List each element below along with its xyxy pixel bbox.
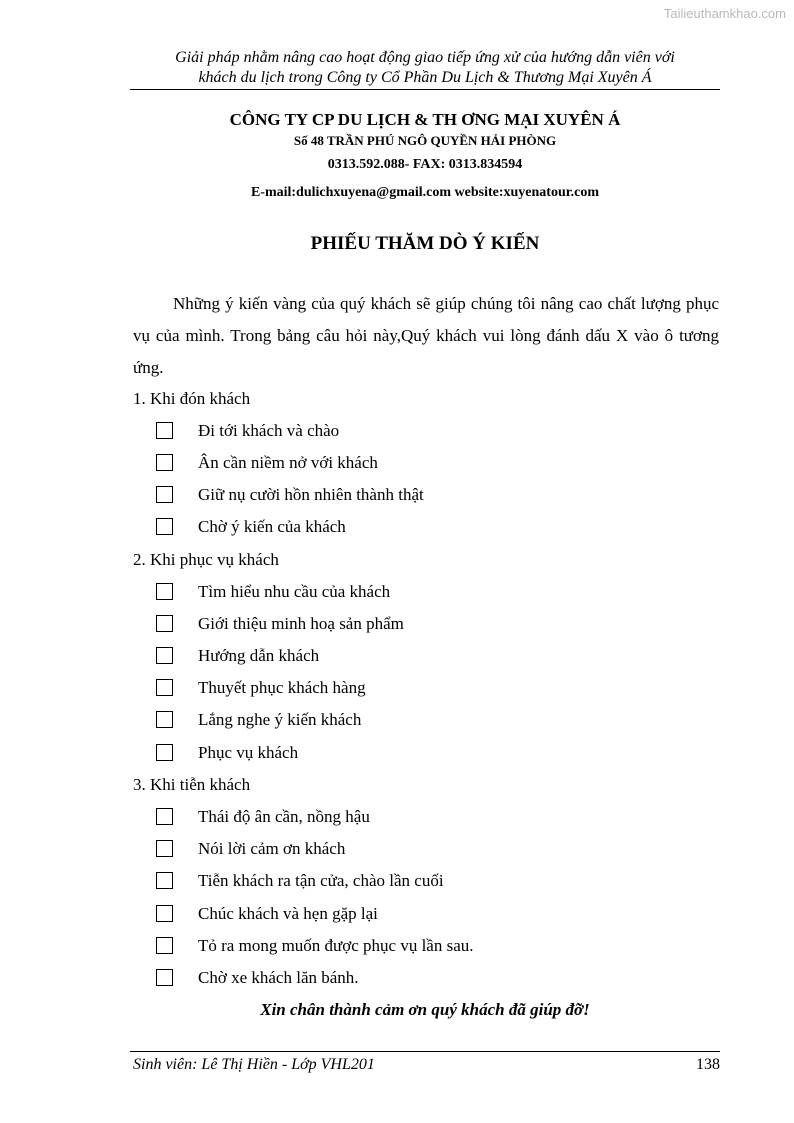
option-label: Giữ nụ cười hồn nhiên thành thật xyxy=(198,485,424,504)
option-label: Ân cần niềm nở với khách xyxy=(198,453,378,472)
checkbox[interactable] xyxy=(156,422,173,439)
checkbox[interactable] xyxy=(156,711,173,728)
footer-student: Sinh viên: Lê Thị Hiền - Lớp VHL201 xyxy=(133,1056,375,1073)
running-header xyxy=(130,48,720,88)
option-label: Giới thiệu minh hoạ sản phẩm xyxy=(198,614,404,633)
checkbox[interactable] xyxy=(156,486,173,503)
section-heading-farewell: 3. Khi tiễn khách xyxy=(133,775,251,794)
checkbox[interactable] xyxy=(156,937,173,954)
option-label: Đi tới khách và chào xyxy=(198,421,340,440)
section-heading-arrival: 1. Khi đón khách xyxy=(133,389,251,408)
option-label: Tìm hiểu nhu cầu của khách xyxy=(198,582,391,601)
checkbox[interactable] xyxy=(156,744,173,761)
option-label: Nói lời cảm ơn khách xyxy=(198,839,346,858)
option-label: Chúc khách và hẹn gặp lại xyxy=(198,904,378,923)
option-label: Phục vụ khách xyxy=(198,743,299,762)
option-label: Lắng nghe ý kiến khách xyxy=(198,710,362,729)
checkbox[interactable] xyxy=(156,679,173,696)
option-label: Thuyết phục khách hàng xyxy=(198,678,366,697)
checkbox[interactable] xyxy=(156,615,173,632)
checkbox[interactable] xyxy=(156,969,173,986)
option-label: Tỏ ra mong muốn được phục vụ lần sau. xyxy=(198,936,474,955)
checkbox[interactable] xyxy=(156,647,173,664)
option-label: Tiễn khách ra tận cửa, chào lần cuối xyxy=(198,871,444,890)
form-title: PHIẾU THĂM DÒ Ý KIẾN xyxy=(310,233,540,254)
watermark: Tailieuthamkhao.com xyxy=(663,6,786,21)
checkbox[interactable] xyxy=(156,518,173,535)
option-label: Hướng dẫn khách xyxy=(198,646,320,665)
company-contact: E-mail:dulichxuyena@gmail.com website:xuyenatour.com xyxy=(250,185,600,200)
footer-divider xyxy=(130,1051,720,1052)
intro-paragraph: Những ý kiến vàng của quý khách sẽ giúp chúng tôi nâng cao chất lượng phục vụ của mình. Trong bảng câu hỏi này,Quý khách vui lòng đánh dấu X vào ô tương ứng. xyxy=(133,294,719,377)
option-label: Thái độ ân cần, nồng hậu xyxy=(198,807,370,826)
section-heading-service: 2. Khi phục vụ khách xyxy=(133,550,279,569)
checkbox[interactable] xyxy=(156,872,173,889)
page-number: 138 xyxy=(696,1056,720,1073)
company-address: Số 48 TRẦN PHÚ NGÔ QUYỀN HẢI PHÒNG xyxy=(293,133,557,148)
header-line-2: khách du lịch trong Công ty Cổ Phần Du Lịch & Thương Mại Xuyên Á xyxy=(198,69,652,86)
header-line-1: Giải pháp nhằm nâng cao hoạt động giao tiếp ứng xử của hướng dẫn viên với xyxy=(175,49,675,66)
checkbox[interactable] xyxy=(156,840,173,857)
checkbox[interactable] xyxy=(156,583,173,600)
checkbox[interactable] xyxy=(156,454,173,471)
company-phone: 0313.592.088- FAX: 0313.834594 xyxy=(327,157,523,172)
closing-message: Xin chân thành cảm ơn quý khách đã giúp đỡ! xyxy=(260,1000,590,1019)
option-label: Chờ ý kiến của khách xyxy=(198,517,346,536)
company-name: CÔNG TY CP DU LỊCH & TH ƠNG MẠI XUYÊN Á xyxy=(229,110,621,129)
checkbox[interactable] xyxy=(156,905,173,922)
header-divider xyxy=(130,89,720,90)
checkbox[interactable] xyxy=(156,808,173,825)
option-label: Chờ xe khách lăn bánh. xyxy=(198,968,359,987)
